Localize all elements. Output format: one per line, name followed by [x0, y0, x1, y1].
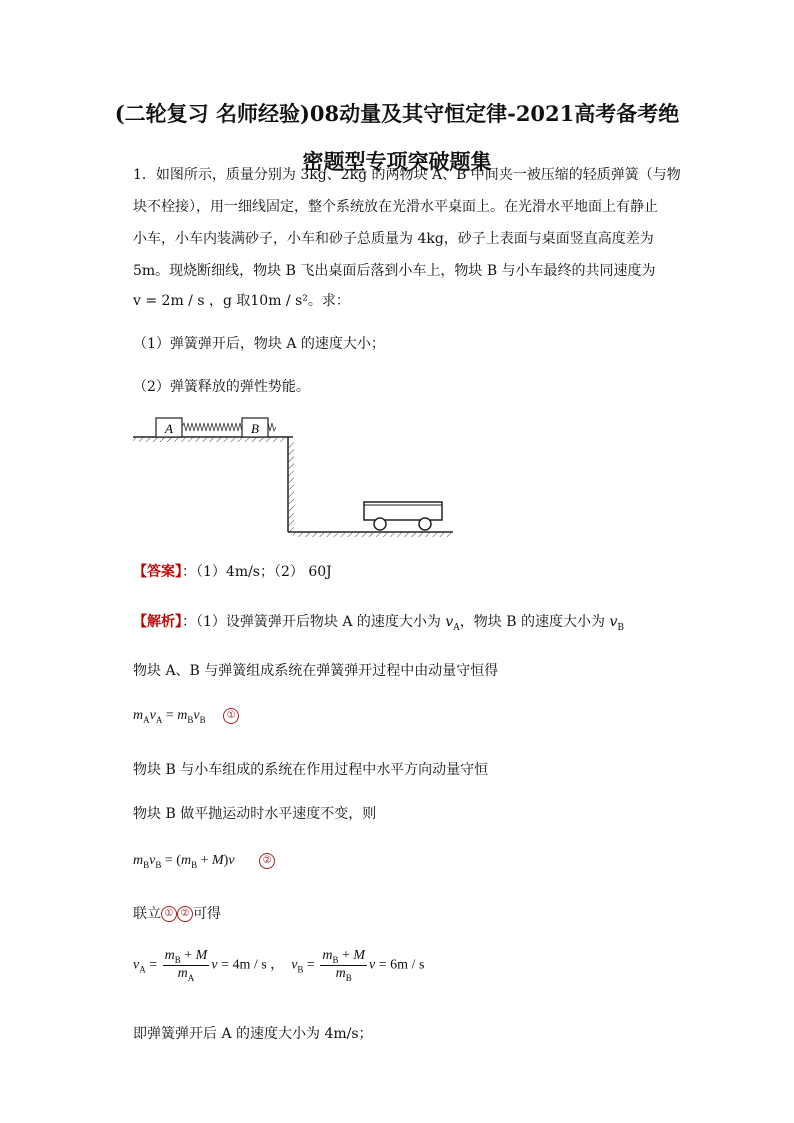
analysis-line5-pre: 联立: [133, 906, 161, 922]
problem-line3: 小车，小车内装满砂子，小车和砂子总质量为 4kg，砂子上表面与桌面竖直高度差为: [133, 231, 654, 247]
physics-figure: [128, 410, 458, 540]
question-1: （1）弹簧弹开后，物块 A 的速度大小；: [133, 336, 385, 352]
equation-2-number: ②: [259, 853, 275, 869]
problem-line1: 1．如图所示，质量分别为 3kg、2kg 的两物块 A、B 中间夹一被压缩的轻质弹簧（与物: [133, 167, 681, 183]
analysis-line6: 即弹簧弹开后 A 的速度大小为 4m/s；: [133, 1026, 373, 1042]
analysis-line1: 【解析】：（1）设弹簧弹开后物块 A 的速度大小为 $v_A$，物块 B 的速度大小为 $v_B$: [133, 614, 624, 633]
analysis-line5-post: 可得: [193, 906, 221, 922]
equation-1: $m_Av_A = m_Bv_B$ ①: [133, 708, 239, 725]
analysis-text1: ：（1）设弹簧弹开后物块 A 的速度大小为: [182, 614, 441, 630]
problem-line4: 5m。现烧断细线，物块 B 飞出桌面后落到小车上，物块 B 与小车最终的共同速度为: [133, 263, 656, 279]
block-a: [156, 418, 182, 437]
answer-label: 【答案】: [133, 564, 182, 580]
answer-text: ：（1）4m/s；（2） 60J: [182, 564, 332, 580]
analysis-label: 【解析】: [133, 614, 182, 630]
ref-circle-2: ②: [177, 906, 193, 922]
document-title-line2: 密题型专项突破题集: [302, 149, 492, 174]
problem-line2: 块不栓接），用一细线固定，整个系统放在光滑水平桌面上。在光滑水平地面上有静止: [133, 199, 658, 215]
cart: [364, 502, 442, 530]
document-title-line1: (二轮复习 名师经验)08动量及其守恒定律-2021高考备考绝: [114, 101, 680, 126]
equation-3-vb-value: = 6m / s: [378, 957, 425, 973]
block-b: [242, 418, 268, 437]
equation-3-va-value: = 4m / s ，: [221, 957, 285, 973]
ref-circle-1: ①: [161, 906, 177, 922]
analysis-line5: [133, 903, 221, 923]
equation-2: $m_Bv_B = (m_B + M)v$ ②: [133, 853, 275, 870]
equation-1-number: ①: [223, 708, 239, 724]
equation-3: $v_A$ = $\frac{m_B + M}{m_A}$ v = 4m / s ， $v_B$ = $\frac{m_B + M}{m_B}$ v = 6m / s: [133, 948, 425, 983]
answer-line: [133, 561, 332, 581]
analysis-line3: 物块 B 与小车组成的系统在作用过程中水平方向动量守恒: [133, 762, 489, 778]
analysis-text1-mid: ，物块 B 的速度大小为: [459, 614, 605, 630]
question-2: （2）弹簧释放的弹性势能。: [133, 379, 310, 395]
block-a-label: A: [165, 421, 173, 436]
block-b-label: B: [251, 421, 259, 436]
analysis-line2: 物块 A、B 与弹簧组成系统在弹簧弹开过程中由动量守恒得: [133, 663, 499, 679]
problem-line5: v = 2m / s ，g 取10m / s²。求：: [133, 293, 350, 309]
analysis-line4: 物块 B 做平抛运动时水平速度不变，则: [133, 806, 377, 822]
